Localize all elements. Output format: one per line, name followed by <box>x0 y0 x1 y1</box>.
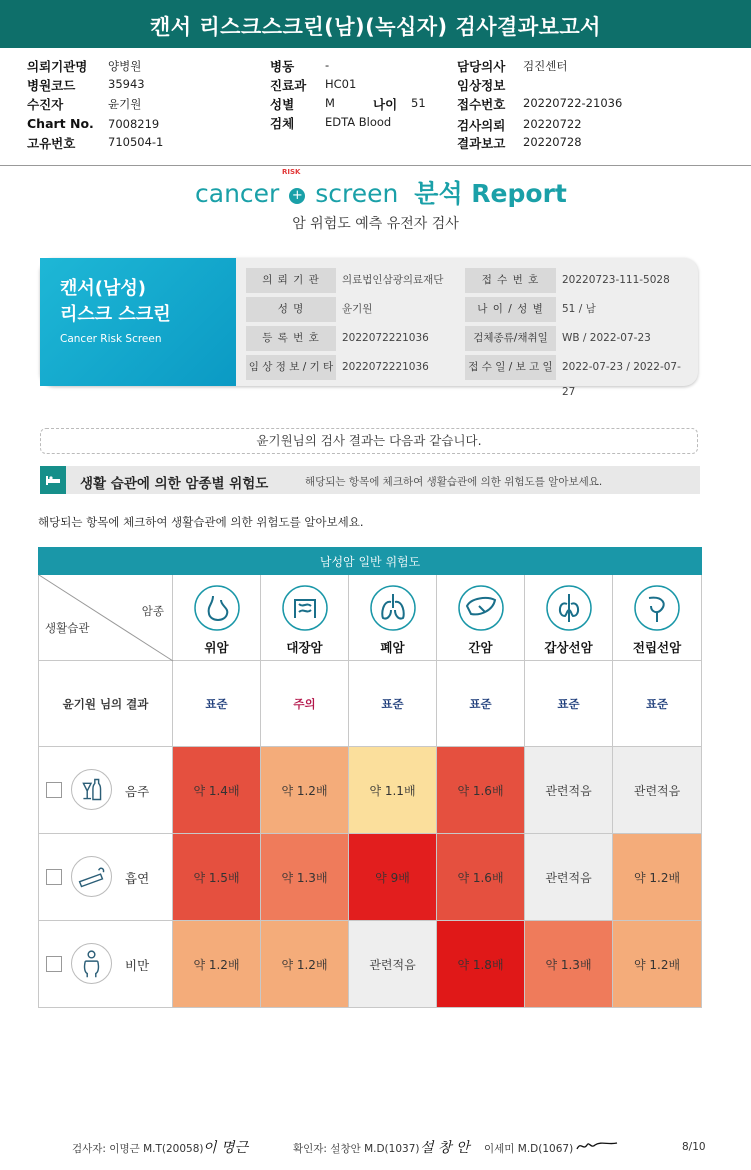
header-value: 윤기원 <box>108 97 142 111</box>
cancer-header <box>173 575 261 661</box>
patient-info-card <box>40 258 698 398</box>
cancer-screen-logo <box>0 170 751 210</box>
risk-cell: 약 1.4배 <box>173 747 261 834</box>
cancer-header <box>261 575 349 661</box>
cancer-name: 대장암 <box>286 639 323 655</box>
age-label: 나이 <box>373 97 398 112</box>
habit-row-drinking <box>39 747 702 834</box>
brand-line2: 리스크 스크린 <box>60 304 171 325</box>
info-key: 성 명 <box>246 297 336 322</box>
header-label: 접수번호 <box>457 97 506 112</box>
obesity-icon <box>71 943 112 984</box>
habit-name: 음주 <box>125 784 150 799</box>
habit-cell <box>39 747 173 834</box>
risk-cell: 약 1.3배 <box>261 834 349 921</box>
header-label: Chart No. <box>27 116 94 131</box>
info-row <box>246 295 690 324</box>
corner-habit-label: 생활습관 <box>45 621 90 635</box>
info-value: 의료법인삼광의료재단 <box>342 274 444 286</box>
header-value: 양병원 <box>108 59 142 73</box>
bed-icon <box>40 466 66 494</box>
obesity-checkbox[interactable] <box>46 956 62 972</box>
habit-cell <box>39 921 173 1008</box>
risk-cell: 관련적음 <box>613 747 702 834</box>
result-cell: 표준 <box>173 661 261 747</box>
table-caption: 남성암 일반 위험도 <box>39 548 702 575</box>
cancer-name: 갑상선암 <box>544 639 593 655</box>
cancer-header <box>525 575 613 661</box>
info-key: 등 록 번 호 <box>246 326 336 351</box>
risk-cell: 약 1.3배 <box>525 921 613 1008</box>
info-value: WB / 2022-07-23 <box>562 332 651 344</box>
cancer-header <box>349 575 437 661</box>
info-value: 20220723-111-5028 <box>562 274 670 286</box>
section-title: 생활 습관에 의한 암종별 위험도 <box>80 476 269 492</box>
risk-cell: 관련적음 <box>525 747 613 834</box>
corner-cell <box>39 575 173 661</box>
header-value: 20220722-21036 <box>523 96 623 110</box>
result-label: 윤기원 님의 결과 <box>39 661 173 747</box>
thyroid-icon <box>545 584 593 632</box>
header-label: 고유번호 <box>27 136 76 151</box>
header-value: EDTA Blood <box>325 115 392 129</box>
title-bar <box>0 0 751 48</box>
header-value: 검진센터 <box>523 59 568 73</box>
patient-header <box>0 48 751 166</box>
info-value: 2022072221036 <box>342 361 429 373</box>
brand-panel <box>40 258 236 386</box>
info-grid <box>246 266 690 398</box>
brand-line3: Cancer Risk Screen <box>60 333 162 345</box>
section-header <box>40 466 700 494</box>
tester-signature: 이 명근 <box>203 1140 249 1156</box>
age-value: 51 <box>411 96 426 110</box>
header-label: 수진자 <box>27 97 64 112</box>
page-subtitle: 암 위험도 예측 유전자 검사 <box>292 216 459 232</box>
table-header-row <box>39 575 702 661</box>
info-row <box>246 324 690 353</box>
info-row <box>246 266 690 295</box>
header-label: 진료과 <box>270 78 307 93</box>
risk-cell: 약 1.2배 <box>613 921 702 1008</box>
corner-cancer-label: 암종 <box>141 604 164 618</box>
risk-cell: 약 1.2배 <box>173 921 261 1008</box>
tester-label: 검사자: 이명근 M.T(20058) <box>72 1143 204 1155</box>
header-label: 임상정보 <box>457 78 506 93</box>
header-label: 의뢰기관명 <box>27 59 88 74</box>
risk-cell: 약 9배 <box>349 834 437 921</box>
result-cell: 표준 <box>613 661 702 747</box>
info-key: 나 이 / 성 별 <box>465 297 556 322</box>
info-row <box>246 353 690 398</box>
confirmer-label: 확인자: 설창안 M.D(1037) <box>293 1143 420 1155</box>
header-label: 결과보고 <box>457 136 506 151</box>
cancer-header <box>613 575 702 661</box>
result-intro: 윤기원님의 검사 결과는 다음과 같습니다. <box>40 428 698 454</box>
cancer-name: 위암 <box>204 639 229 655</box>
brand-line1: 캔서(남성) <box>60 278 147 299</box>
risk-cell: 관련적음 <box>349 921 437 1008</box>
habit-row-smoking <box>39 834 702 921</box>
header-label: 성별 <box>270 97 295 112</box>
risk-cell: 약 1.2배 <box>261 921 349 1008</box>
drinking-checkbox[interactable] <box>46 782 62 798</box>
drink-icon <box>71 769 112 810</box>
risk-cell: 약 1.2배 <box>261 747 349 834</box>
prostate-icon <box>633 584 681 632</box>
header-value: - <box>325 58 330 72</box>
info-value: 2022072221036 <box>342 332 429 344</box>
habit-name: 비만 <box>125 958 150 973</box>
header-label: 담당의사 <box>457 59 506 74</box>
header-value: 20220722 <box>523 117 582 131</box>
header-value: 20220728 <box>523 135 582 149</box>
header-value: 7008219 <box>108 117 160 131</box>
smoking-icon <box>71 856 112 897</box>
info-key: 임 상 정 보 / 기 타 <box>246 355 336 380</box>
risk-cell: 약 1.6배 <box>437 747 525 834</box>
risk-cell: 약 1.2배 <box>613 834 702 921</box>
header-label: 병원코드 <box>27 78 76 93</box>
cancer-name: 전립선암 <box>632 639 682 655</box>
info-key: 접 수 일 / 보 고 일 <box>465 355 556 380</box>
info-key: 검체종류/채취일 <box>465 326 556 351</box>
plus-icon: + <box>289 188 305 204</box>
cancer-name: 폐암 <box>380 639 405 655</box>
result-cell: 표준 <box>349 661 437 747</box>
info-key: 의 뢰 기 관 <box>246 268 336 293</box>
colon-icon <box>281 584 329 632</box>
stomach-icon <box>193 584 241 632</box>
logo-risk: RISK <box>282 168 301 176</box>
risk-cell: 약 1.8배 <box>437 921 525 1008</box>
cancer-header <box>437 575 525 661</box>
report-title: 캔서 리스크스크린(남)(녹십자) 검사결과보고서 <box>150 15 601 39</box>
info-value: 2022-07-23 / 2022-07-27 <box>562 361 681 398</box>
header-label: 검체 <box>270 116 295 131</box>
doctor-signature <box>575 1139 619 1153</box>
result-cell: 주의 <box>261 661 349 747</box>
signature-footer <box>0 1135 751 1165</box>
risk-cell: 관련적음 <box>525 834 613 921</box>
header-label: 검사의뢰 <box>457 118 506 133</box>
habit-cell <box>39 834 173 921</box>
logo-cancer: cancer <box>195 179 280 208</box>
liver-icon <box>457 584 505 632</box>
header-value: HC01 <box>325 77 357 91</box>
header-label: 병동 <box>270 59 295 74</box>
doctor-label: 이세미 M.D(1067) <box>484 1143 574 1155</box>
risk-cell: 약 1.1배 <box>349 747 437 834</box>
risk-cell: 약 1.5배 <box>173 834 261 921</box>
table-caption-row <box>39 548 702 575</box>
result-row <box>39 661 702 747</box>
header-value: M <box>325 96 335 110</box>
habit-name: 흡연 <box>125 871 150 886</box>
info-value: 윤기원 <box>342 303 373 315</box>
logo-report: 분석 Report <box>414 179 567 208</box>
header-value: 35943 <box>108 77 145 91</box>
result-cell: 표준 <box>437 661 525 747</box>
info-value: 51 / 남 <box>562 303 596 315</box>
risk-table <box>38 547 702 1008</box>
info-key: 접 수 번 호 <box>465 268 556 293</box>
result-cell: 표준 <box>525 661 613 747</box>
header-value: 710504-1 <box>108 135 164 149</box>
smoking-checkbox[interactable] <box>46 869 62 885</box>
confirmer-signature: 설 창 안 <box>420 1140 470 1156</box>
risk-cell: 약 1.6배 <box>437 834 525 921</box>
section-note: 해당되는 항목에 체크하여 생활습관에 의한 위험도를 알아보세요. <box>305 476 603 488</box>
habit-row-obesity <box>39 921 702 1008</box>
lung-icon <box>369 584 417 632</box>
logo-screen: screen <box>315 179 399 208</box>
page-number: 8/10 <box>682 1141 706 1153</box>
instruction-text: 해당되는 항목에 체크하여 생활습관에 의한 위험도를 알아보세요. <box>38 515 364 529</box>
cancer-name: 간암 <box>468 639 493 655</box>
logo-text <box>195 168 567 210</box>
bed-icon-svg <box>45 474 61 486</box>
